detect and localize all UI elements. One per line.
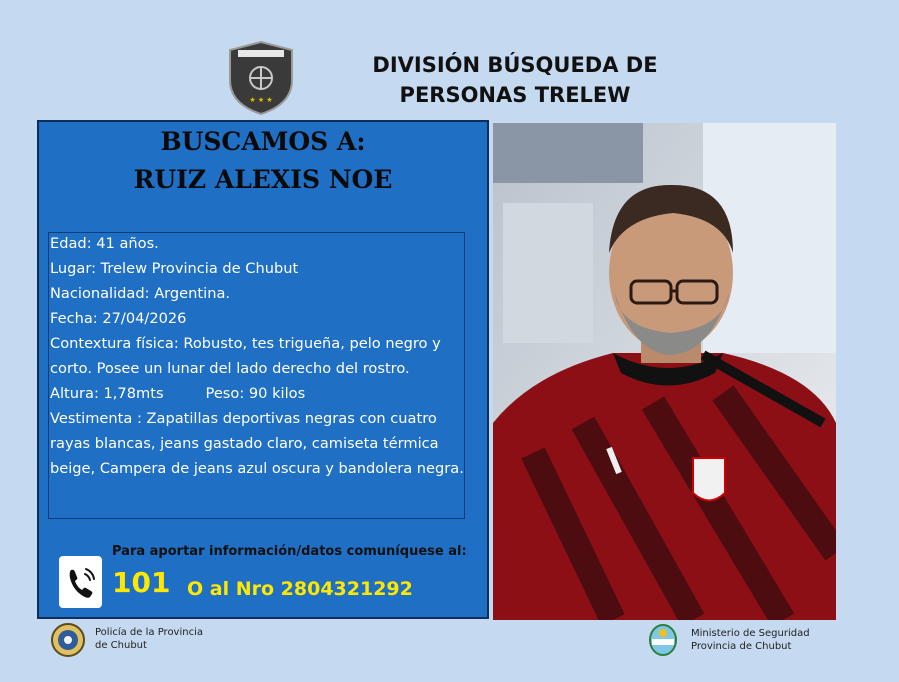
title-line-2: PERSONAS TRELEW	[399, 83, 631, 107]
contact-prompt: Para aportar información/datos comuníquese al:	[112, 544, 467, 559]
date-field: Fecha: 27/04/2026	[50, 310, 187, 327]
footer-ministry-line-2: Provincia de Chubut	[691, 641, 792, 652]
ministry-emblem-icon	[646, 622, 680, 658]
weight-field: Peso: 90 kilos	[205, 385, 306, 402]
page-title	[340, 50, 690, 110]
build-field: Contextura física: Robusto, tes trigueña, pelo negro y corto. Posee un lunar del lado derecho del rostro.	[50, 335, 441, 377]
alternate-number: O al Nro 2804321292	[187, 578, 413, 600]
police-division-badge-icon	[226, 40, 296, 116]
phone-icon	[59, 556, 102, 608]
panel-heading: BUSCAMOS A:	[160, 127, 366, 156]
place-field: Lugar: Trelew Provincia de Chubut	[50, 260, 299, 277]
height-weight-row	[50, 381, 470, 406]
footer-ministry-line-1: Ministerio de Seguridad	[691, 628, 810, 639]
person-name: RUIZ ALEXIS NOE	[133, 165, 393, 194]
footer-police-label	[95, 626, 203, 652]
emergency-number: 101	[112, 566, 171, 599]
person-photo	[493, 123, 836, 620]
missing-person-panel	[37, 120, 489, 619]
age-field: Edad: 41 años.	[50, 235, 159, 252]
footer-police-line-1: Policía de la Provincia	[95, 627, 203, 638]
title-line-1: DIVISIÓN BÚSQUEDA DE	[372, 53, 658, 77]
police-emblem-icon	[50, 622, 86, 658]
height-field: Altura: 1,78mts	[50, 385, 164, 402]
nationality-field: Nacionalidad: Argentina.	[50, 285, 231, 302]
details-list	[50, 231, 470, 481]
svg-text:★ ★ ★: ★ ★ ★	[249, 96, 273, 104]
clothing-field: Vestimenta : Zapatillas deportivas negras con cuatro rayas blancas, jeans gastado claro, camiseta térmica beige, Campera de jeans azul oscura y bandolera negra.	[50, 410, 464, 477]
footer-police-line-2: de Chubut	[95, 640, 147, 651]
footer-ministry-label	[691, 627, 810, 653]
